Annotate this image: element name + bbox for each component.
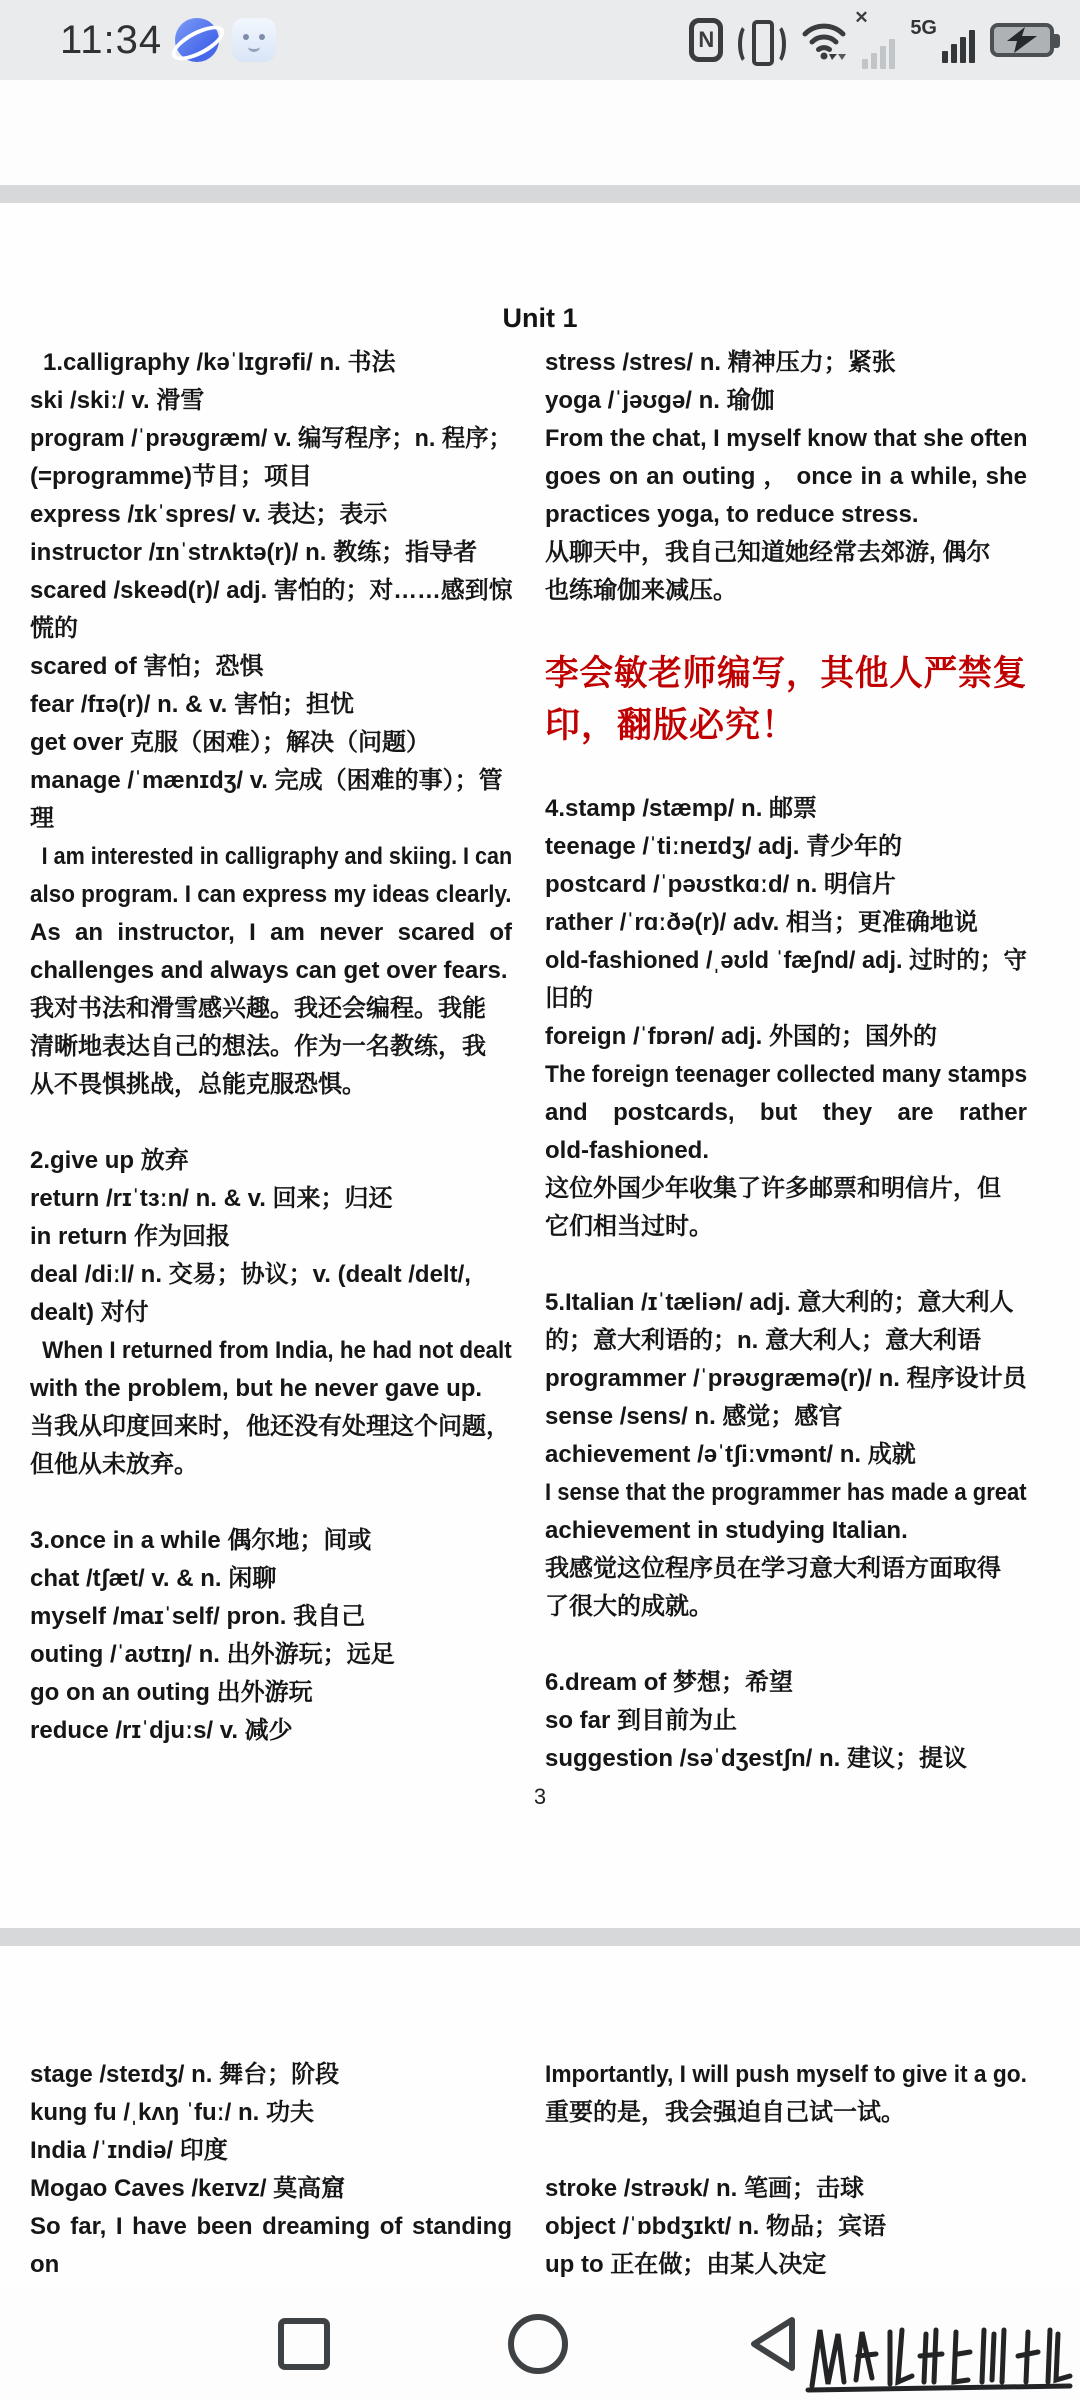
vocab-line: old-fashioned /ˌəʊld ˈfæʃnd/ adj. 过时的；守	[545, 947, 1027, 974]
vocab-line: outing /ˈaʊtɪŋ/ n. 出外游玩；远足	[30, 1641, 395, 1668]
signal-bar	[862, 59, 868, 69]
vocab-line: 1.calligraphy /kəˈlɪɡrəfi/ n. 书法	[43, 349, 396, 376]
vocab-line: with the problem, but he never gave up.	[30, 1375, 483, 1402]
vocab-line: so far 到目前为止	[545, 1707, 738, 1734]
warning-line: 印，翻版必究！	[545, 706, 798, 745]
wifi-icon	[801, 18, 847, 62]
battery-charging-icon	[990, 23, 1054, 57]
status-bar	[0, 0, 1080, 80]
watermark-scribble	[798, 2316, 1078, 2396]
vocab-line: fear /fɪə(r)/ n. & v. 害怕；担忧	[30, 691, 354, 718]
unit-title: Unit 1	[502, 303, 578, 333]
no-signal-x-mark: ✕	[854, 8, 869, 27]
vocab-line: 的；意大利语的；n. 意大利人；意大利语	[545, 1327, 981, 1354]
blank-line	[545, 1626, 1027, 1664]
vocab-line: ski /skiː/ v. 滑雪	[30, 387, 205, 414]
planet-app-icon	[175, 18, 219, 62]
blank-line	[545, 1246, 1027, 1284]
vocab-line: 了很大的成就。	[545, 1593, 713, 1620]
vocab-line: 我感觉这位程序员在学习意大利语方面取得	[545, 1555, 1001, 1582]
vocab-line: challenges and always can get over fears.	[30, 957, 508, 984]
page-divider	[0, 185, 1080, 203]
vocab-line: goes on an outing ， once in a while, she	[545, 463, 1027, 490]
face-app-icon	[232, 18, 276, 62]
signal-bar	[960, 37, 966, 63]
vocab-line: chat /tʃæt/ v. & n. 闲聊	[30, 1565, 277, 1592]
vocab-line: return /rɪˈtɜːn/ n. & v. 回来；归还	[30, 1185, 393, 1212]
document-page-gap	[0, 80, 1080, 185]
vocab-line: 从聊天中，我自己知道她经常去郊游, 偶尔	[545, 539, 991, 566]
page4-columns	[0, 2056, 1080, 2322]
signal-bar	[871, 53, 877, 69]
android-nav-bar	[0, 2288, 1080, 2400]
vocab-line: also program. I can express my ideas clearly.	[30, 881, 512, 908]
vocab-line: When I returned from India, he had not dealt	[42, 1337, 512, 1364]
vocab-line: old-fashioned.	[545, 1137, 709, 1164]
recents-button[interactable]	[278, 2318, 330, 2370]
vocab-line: achievement /əˈtʃiːvmənt/ n. 成就	[545, 1441, 916, 1468]
vocab-line: instructor /ɪnˈstrʌktə(r)/ n. 教练；指导者	[30, 539, 478, 566]
page3-left-column	[30, 344, 512, 1778]
vocab-line: 清晰地表达自己的想法。作为一名教练，我	[30, 1033, 486, 1060]
signal-bar	[942, 51, 948, 63]
vocab-line: manage /ˈmænɪdʒ/ v. 完成（困难的事）；管	[30, 767, 503, 794]
vocab-line: 3.once in a while 偶尔地；间或	[30, 1527, 372, 1554]
vocab-line: get over 克服（困难）；解决（问题）	[30, 729, 431, 756]
page-number: 3	[533, 1784, 547, 1809]
page3-columns	[0, 344, 1080, 1778]
vocab-line: go on an outing 出外游玩	[30, 1679, 313, 1706]
signal-bar	[969, 30, 975, 63]
vocab-line: 但他从未放弃。	[30, 1451, 198, 1478]
vocab-line: The foreign teenager collected many stamps	[545, 1061, 1028, 1088]
page4-right-column	[545, 2056, 1027, 2322]
back-button[interactable]	[746, 2312, 802, 2376]
vocab-line: teenage /ˈtiːneɪdʒ/ adj. 青少年的	[545, 833, 903, 860]
blank-line	[545, 752, 1027, 790]
vocab-line: 2.give up 放弃	[30, 1147, 189, 1174]
vocab-line: rather /ˈrɑːðə(r)/ adv. 相当；更准确地说	[545, 909, 978, 936]
lightning-bolt-icon	[1005, 27, 1039, 53]
vocab-line: object /ˈɒbdʒɪkt/ n. 物品；宾语	[545, 2213, 887, 2240]
vocab-line: 从不畏惧挑战，总能克服恐惧。	[30, 1071, 366, 1098]
page4-left-column	[30, 2056, 512, 2322]
vocab-line: 6.dream of 梦想；希望	[545, 1669, 794, 1696]
vocab-line: Importantly, I will push myself to give it a go.	[545, 2061, 1027, 2088]
signal-bar	[880, 46, 886, 69]
vocab-line: postcard /ˈpəʊstkɑːd/ n. 明信片	[545, 871, 896, 898]
vocab-line: sense /sens/ n. 感觉；感官	[545, 1403, 843, 1430]
network-type-label: 5G	[910, 17, 937, 39]
vocab-line: practices yoga, to reduce stress.	[545, 501, 919, 528]
vocab-line: yoga /ˈjəʊɡə/ n. 瑜伽	[545, 387, 775, 414]
vocab-line: and postcards, but they are rather	[545, 1099, 1027, 1126]
vocab-line: foreign /ˈfɒrən/ adj. 外国的；国外的	[545, 1023, 938, 1050]
vocab-line: 重要的是，我会强迫自己试一试。	[545, 2099, 905, 2126]
blank-line	[30, 1484, 512, 1522]
vocab-line: As an instructor, I am never scared of	[30, 919, 512, 946]
vibrate-phone-body	[752, 20, 774, 66]
status-bar-right	[689, 8, 1054, 69]
vocab-line: 也练瑜伽来减压。	[545, 577, 737, 604]
vocab-line: stress /stres/ n. 精神压力；紧张	[545, 349, 896, 376]
vocab-line: suggestion /səˈdʒestʃn/ n. 建议；提议	[545, 1745, 967, 1772]
vocab-line: 它们相当过时。	[545, 1213, 713, 1240]
vocab-line: myself /maɪˈself/ pron. 我自己	[30, 1603, 366, 1630]
vocab-line: reduce /rɪˈdjuːs/ v. 减少	[30, 1717, 293, 1744]
signal-bar	[889, 39, 895, 69]
home-button[interactable]	[508, 2314, 568, 2374]
vocab-line: I am interested in calligraphy and skiing. I can	[41, 843, 513, 870]
vocab-line: deal /diːl/ n. 交易；协议；v. (dealt /delt/,	[30, 1261, 471, 1288]
vocab-line: stroke /strəʊk/ n. 笔画；击球	[545, 2175, 864, 2202]
vibrate-icon	[738, 16, 786, 64]
vocab-line: dealt) 对付	[30, 1299, 149, 1326]
vocab-line: programmer /ˈprəʊɡræmə(r)/ n. 程序设计员	[545, 1365, 1027, 1392]
vocab-line: 5.Italian /ɪˈtæliən/ adj. 意大利的；意大利人	[545, 1289, 1014, 1316]
vocab-line: I sense that the programmer has made a great	[545, 1479, 1027, 1506]
blank-line	[545, 610, 1027, 648]
blank-line	[545, 2132, 1027, 2170]
clock: 11:34	[60, 17, 163, 62]
vocab-line: achievement in studying Italian.	[545, 1517, 908, 1544]
vocab-line: 我对书法和滑雪感兴趣。我还会编程。我能	[30, 995, 486, 1022]
vocab-line: up to 正在做；由某人决定	[545, 2251, 827, 2278]
vocab-line: stage /steɪdʒ/ n. 舞台；阶段	[30, 2061, 340, 2088]
vocab-line: 当我从印度回来时，他还没有处理这个问题，	[30, 1413, 510, 1440]
vocab-line: 理	[30, 805, 54, 832]
vocab-line: kung fu /ˌkʌŋ ˈfuː/ n. 功夫	[30, 2099, 314, 2126]
status-bar-left	[60, 18, 276, 63]
signal-bar	[951, 44, 957, 63]
warning-line: 李会敏老师编写，其他人严禁复	[545, 654, 1028, 693]
page-divider	[0, 1928, 1080, 1946]
sim1-no-signal-icon	[854, 8, 895, 69]
network-5g-icon	[910, 17, 975, 63]
blank-line	[30, 1104, 512, 1142]
vocab-line: India /ˈɪndiə/ 印度	[30, 2137, 228, 2164]
vocab-line: scared /skeəd(r)/ adj. 害怕的；对……感到惊	[30, 577, 513, 604]
vocab-line: Mogao Caves /keɪvz/ 莫高窟	[30, 2175, 346, 2202]
vocab-line: From the chat, I myself know that she often	[545, 425, 1028, 452]
vocab-line: 4.stamp /stæmp/ n. 邮票	[545, 795, 818, 822]
vocab-line: So far, I have been dreaming of standing on	[30, 2213, 512, 2278]
vocab-line: 慌的	[30, 615, 78, 642]
vocab-line: in return 作为回报	[30, 1223, 231, 1250]
document-page-3[interactable]	[0, 203, 1080, 1928]
vocab-line: 旧的	[545, 985, 593, 1012]
vocab-line: program /ˈprəʊɡræm/ v. 编写程序；n. 程序；	[30, 425, 512, 452]
vocab-line: (=programme)节目；项目	[30, 463, 313, 490]
nfc-icon: N	[689, 18, 723, 62]
vocab-line: scared of 害怕；恐惧	[30, 653, 264, 680]
page3-right-column	[545, 344, 1027, 1778]
vocab-line: express /ɪkˈspres/ v. 表达；表示	[30, 501, 388, 528]
vocab-line: 这位外国少年收集了许多邮票和明信片，但	[545, 1175, 1001, 1202]
